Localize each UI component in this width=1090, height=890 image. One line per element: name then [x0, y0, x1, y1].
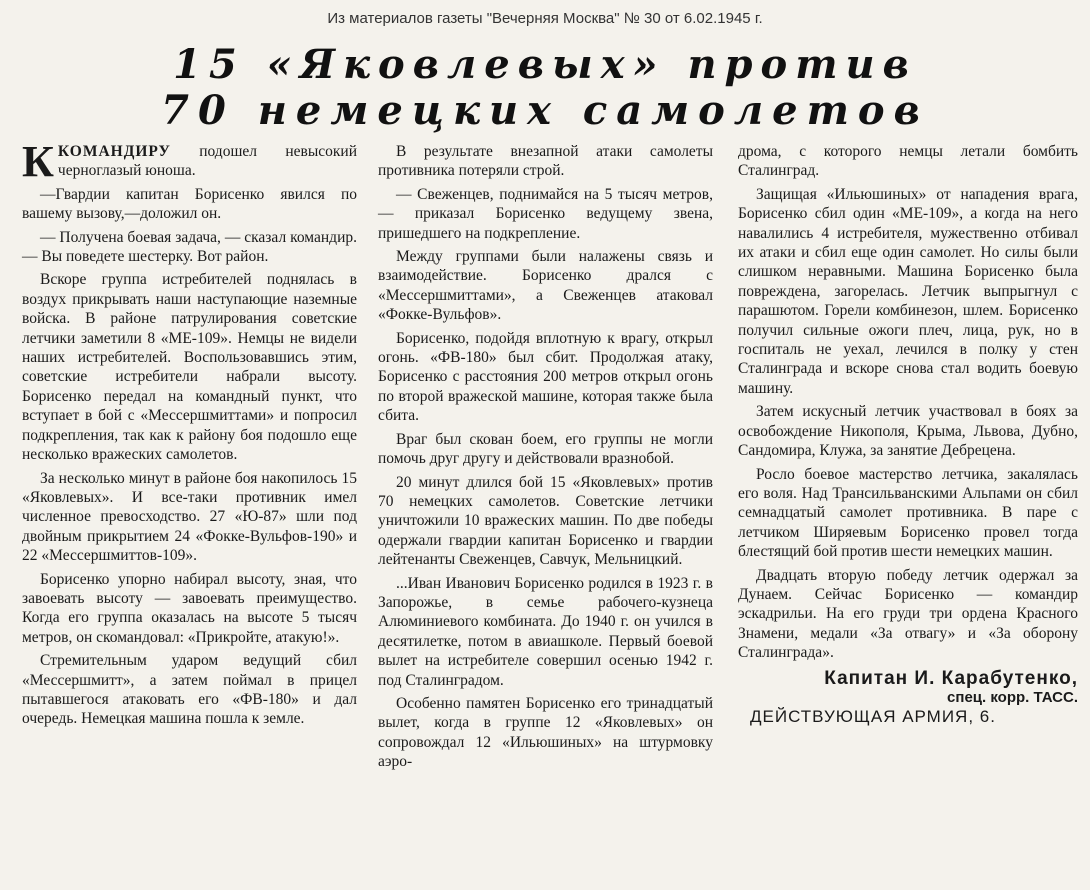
headline-line-1: 15 «Яковлевых» против: [173, 41, 917, 88]
paragraph: Росло боевое мастерство летчика, закалялась его воля. Над Трансильванскими Альпами он сбил семнадцатый самолет противника. В паре с летчиком Ширяевым Борисенко провел тогда блестящий бой против шести немецких машин.: [738, 465, 1078, 561]
paragraph: 20 минут длился бой 15 «Яковлевых» против 70 немецких самолетов. Советские летчики уничтожили 10 вражеских машин. По две победы одержали гвардии капитан Борисенко и гвардии лейтенанты Свеженцев, Савчук, Мельницкий.: [378, 473, 713, 569]
source-caption: Из материалов газеты "Вечерняя Москва" № 30 от 6.02.1945 г.: [327, 10, 763, 27]
paragraph: За несколько минут в районе боя накопилось 15 «Яковлевых». И все-таки противник имел численное превосходство. 27 «Ю-87» шли под двойным прикрытием 24 «Фокке-Вульфов-190» и 22 «Мессершмиттов-109».: [22, 469, 357, 565]
author-role: спец. корр. ТАСС.: [947, 688, 1078, 706]
headline-line-2: 70 немецких самолетов: [161, 87, 929, 134]
article-column-1: [22, 137, 357, 733]
paragraph-text: подошел невысокий черноглазый юноша.: [57, 143, 357, 180]
paragraph: — Получена боевая задача, — сказал командир. — Вы поведете шестерку. Вот район.: [22, 228, 357, 266]
paragraph: Затем искусный летчик участвовал в боях за освобождение Никополя, Крыма, Львова, Дубно, Сандомира, Клужа, за занятие Дебрецена.: [738, 403, 1078, 460]
paragraph: Борисенко упорно набирал высоту, зная, что завоевать высоту — завоевать преимущество. Когда его группа оказалась на высоте 5 тысяч метров, он скомандовал: «Прикройте, атакую!».: [22, 570, 357, 646]
paragraph: Борисенко, подойдя вплотную к врагу, открыл огонь. «ФВ-180» был сбит. Продолжая атаку, Борисенко с расстояния 200 метров открыл огонь по второй вражеской машине, которая также была сбита.: [378, 329, 713, 425]
author-name: Капитан И. Карабутенко,: [824, 667, 1078, 689]
dropcap: К: [22, 137, 54, 186]
paragraph-lead: [22, 137, 357, 186]
paragraph: Стремительным ударом ведущий сбил «Мессершмитт», а затем поймал в прицел пытавшегося атаковать его «ФВ-180» и дал очередь. Немецкая машина пошла к земле.: [22, 652, 357, 728]
lead-caps: КОМАНДИРУ: [57, 143, 171, 160]
paragraph: В результате внезапной атаки самолеты противника потеряли строй.: [378, 143, 713, 180]
paragraph: Двадцать вторую победу летчик одержал за Дунаем. Сейчас Борисенко — командир эскадрильи. На его груди три ордена Красного Знамени, медали «За отвагу» и «За оборону Сталинграда».: [738, 566, 1078, 662]
article-column-3: [738, 142, 1078, 727]
paragraph: Особенно памятен Борисенко его тринадцатый вылет, когда в группе 12 «Яковлевых» он сопровождал 12 «Ильюшиных» на штурмовку аэро-: [378, 694, 713, 771]
paragraph: Защищая «Ильюшиных» от нападения врага, Борисенко сбил один «МЕ-109», а когда на него навалились 4 истребителя, мужественно отбивал их атаки и сбил еще один самолет. Но силы были слишком неравными. Машина Борисенко была повреждена, загорелась. Летчик выпрыгнул с парашютом. Горели комбинезон, шлем. Борисенко получил сильные ожоги плеч, лица, рук, но в госпиталь не уехал, лечился в полку у стен Сталинграда и вскоре снова стал водить боевую машину.: [738, 185, 1078, 397]
paragraph: Вскоре группа истребителей поднялась в воздух прикрывать наши наступающие наземные войска. В районе патрулирования советские летчики заметили 8 «МЕ-109». Немцы не видели наших истребителей. Воспользовавшись этим, советские истребители набрали высоту. Борисенко передал на командный пункт, что вступает в бой с «Мессершмиттами» и попросил подкрепления, так как к району боя подошло еще несколько вражеских самолетов.: [22, 271, 357, 464]
paragraph: —Гвардии капитан Борисенко явился по вашему вызову,—доложил он.: [22, 185, 357, 223]
paragraph: Между группами были налажены связь и взаимодействие. Борисенко дрался с «Мессершмиттами», а Свеженцев атаковал «Фокке-Вульфов».: [378, 248, 713, 324]
headline: [0, 42, 1090, 134]
signature: [738, 669, 1078, 727]
dateline: ДЕЙСТВУЮЩАЯ АРМИЯ, 6.: [750, 707, 996, 727]
paragraph: дрома, с которого немцы летали бомбить Сталинград.: [738, 143, 1078, 180]
paragraph: — Свеженцев, поднимайся на 5 тысяч метров, — приказал Борисенко ведущему звена, пришедшего на подкрепление.: [378, 185, 713, 242]
paragraph: Враг был скован боем, его группы не могли помочь друг другу и действовали вразнобой.: [378, 430, 713, 468]
paragraph: ...Иван Иванович Борисенко родился в 1923 г. в Запорожье, в семье рабочего-кузнеца Алюминиевого комбината. До 1940 г. он учился в десятилетке, потом в авиашколе. Первый боевой вылет на истребителе совершил осенью 1942 г. под Сталинградом.: [378, 574, 713, 689]
article-column-2: [378, 142, 713, 776]
